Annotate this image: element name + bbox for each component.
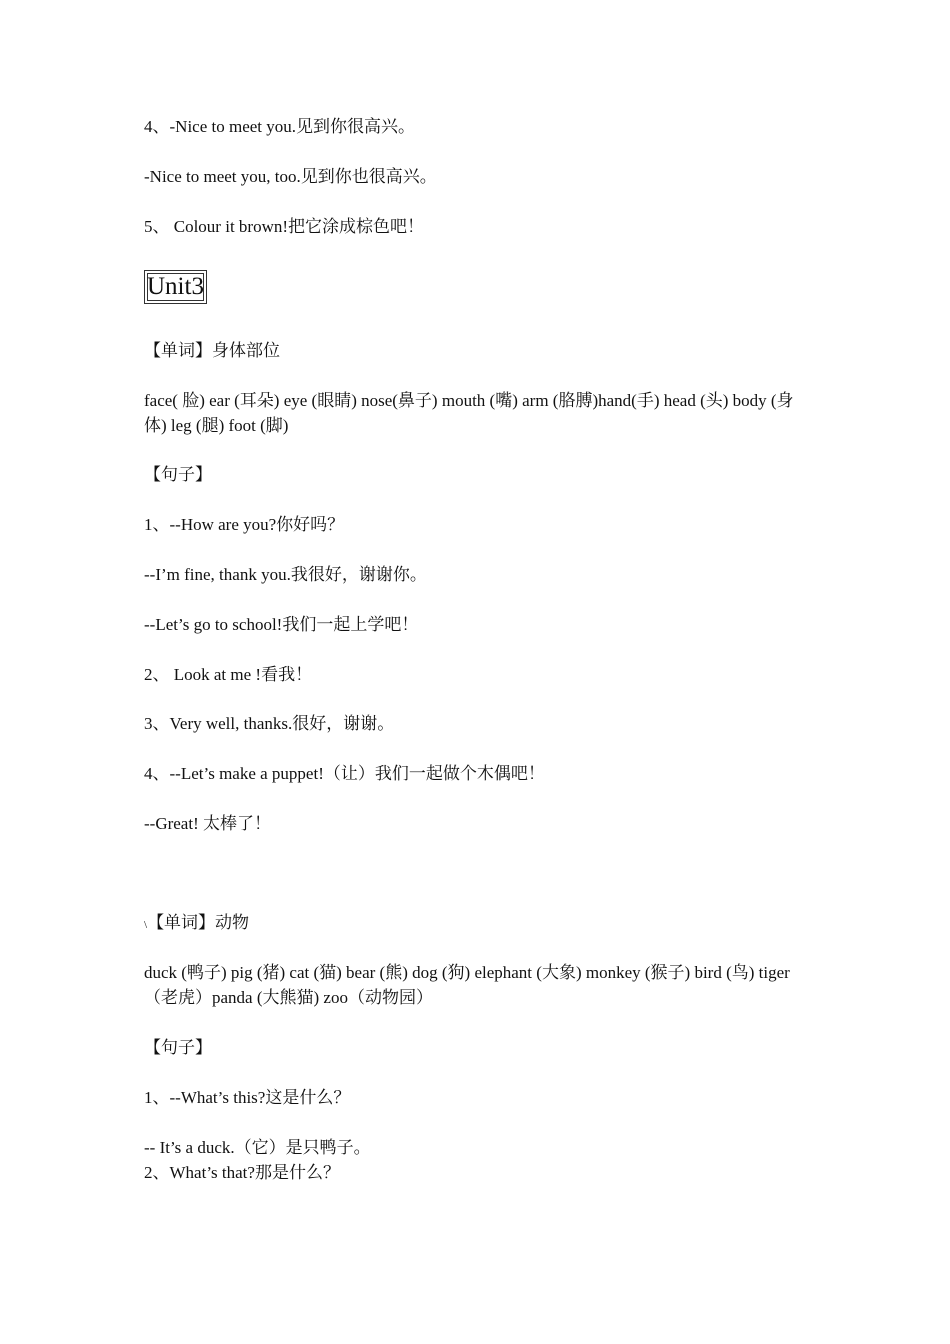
unit-title: Unit3 [144, 270, 207, 304]
sentence-line: --Great! 太棒了！ [144, 814, 271, 833]
section-heading-sentences: 【句子】 [144, 465, 212, 484]
sentence-line: 2、What’s that?那是什么？ [144, 1163, 340, 1182]
text-line: 5、 Colour it brown!把它涂成棕色吧！ [144, 217, 425, 236]
sentence-line: 4、--Let’s make a puppet!（让）我们一起做个木偶吧！ [144, 764, 545, 783]
section-heading-sentences: 【句子】 [144, 1038, 212, 1057]
section-heading-animals [144, 910, 249, 938]
sentence-line: 3、Very well, thanks.很好，谢谢。 [144, 714, 395, 733]
vocabulary-body-parts: face( 脸) ear (耳朵) eye (眼睛) nose(鼻子) mouth (嘴) arm (胳膊)hand(手) head (头) body (身体) leg (腿) foot (脚) [144, 391, 794, 435]
sentence-line: 1、--What’s this?这是什么？ [144, 1088, 351, 1107]
sentence-line: --I’m fine, thank you.我很好，谢谢你。 [144, 565, 427, 584]
vocabulary-animals: duck (鸭子) pig (猪) cat (猫) bear (熊) dog (狗) elephant (大象) monkey (猴子) bird (鸟) tiger（老虎）panda (大熊猫) zoo（动物园） [144, 963, 790, 1007]
stray-mark: \ [144, 919, 148, 931]
section-heading-body-parts: 【单词】身体部位 [144, 341, 280, 360]
text-line: -Nice to meet you, too.见到你也很高兴。 [144, 167, 437, 186]
sentence-line: -- It’s a duck.（它）是只鸭子。 [144, 1138, 371, 1157]
text-line: 4、-Nice to meet you.见到你很高兴。 [144, 117, 416, 136]
section-heading-animals-label: 【单词】动物 [147, 913, 250, 932]
sentence-line: 2、 Look at me !看我！ [144, 665, 313, 684]
sentence-line: --Let’s go to school!我们一起上学吧！ [144, 615, 419, 634]
sentence-line: 1、--How are you?你好吗？ [144, 515, 345, 534]
